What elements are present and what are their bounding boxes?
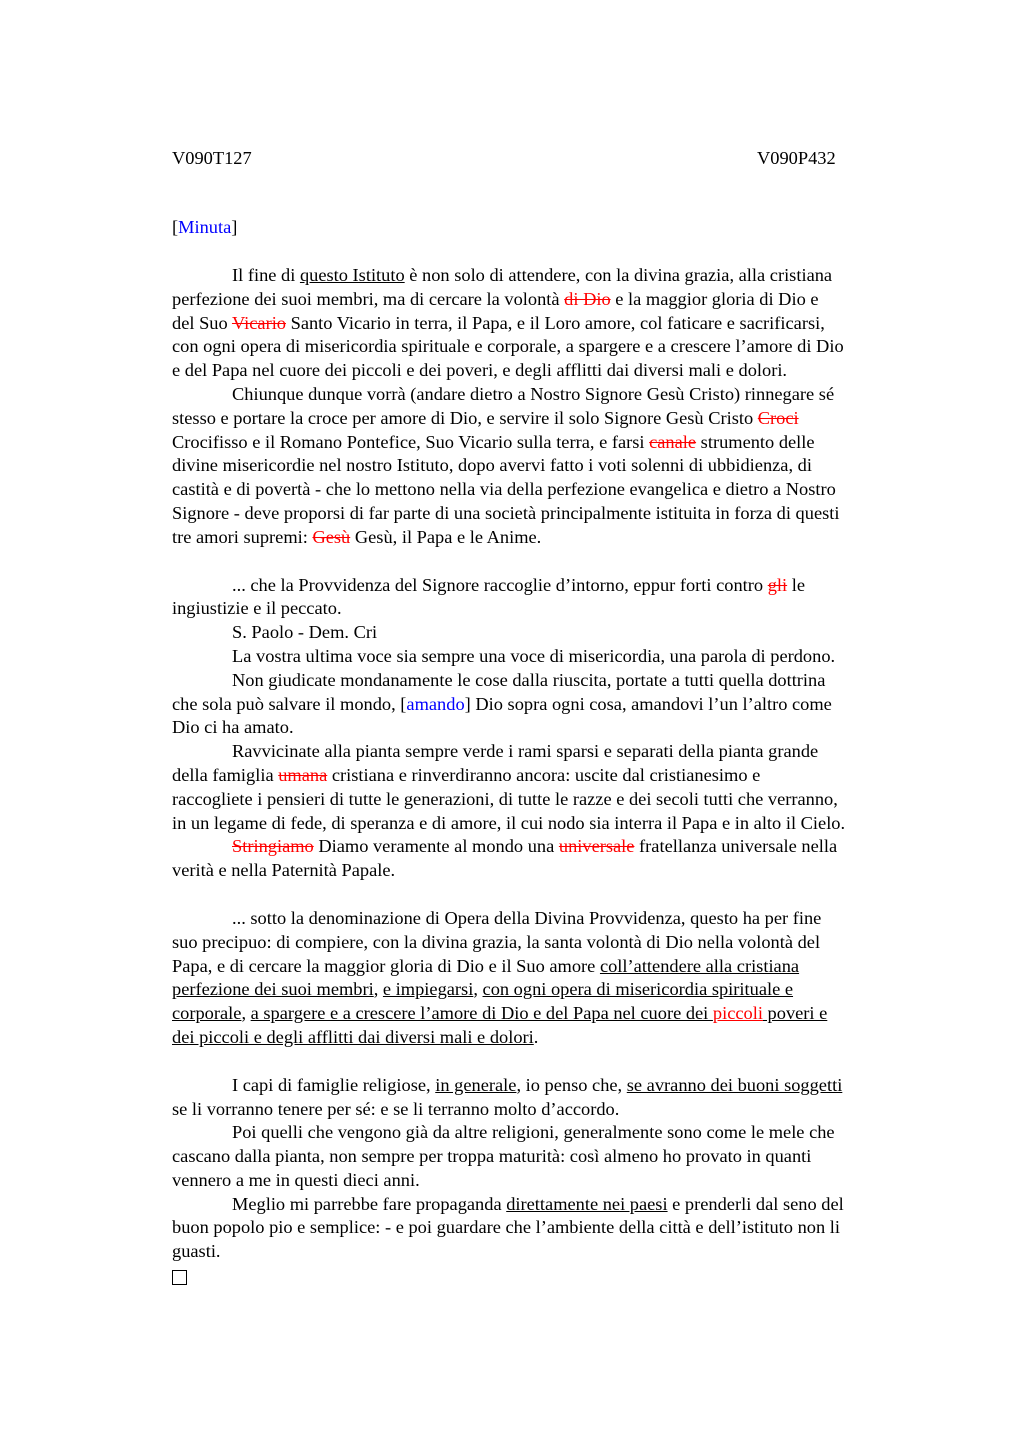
text-line: Crocifisso e il Romano Pontefice, Suo Vicario sulla terra, e farsi canale strumento delle xyxy=(172,431,815,452)
text-line: in un legame di fede, di speranza e di amore, il cui nodo sia interra il Papa e in alto il Cielo. xyxy=(172,812,846,833)
deleted-text: Gesù xyxy=(312,526,351,547)
text-line: raccogliete i pensieri di tutte le generazioni, di tutte le razze e dei secoli tutti che verranno, xyxy=(172,788,838,809)
page-header xyxy=(172,142,932,166)
paragraph xyxy=(172,1074,932,1122)
text-line: Signore - deve proporsi di far parte di una società principalmente istituita in forza di questi xyxy=(172,502,840,523)
text-line: Il fine di questo Istituto è non solo di attendere, con la divina grazia, alla cristiana xyxy=(232,265,833,285)
deleted-text: Croci xyxy=(757,407,799,428)
text-line: perfezione dei suoi membri, ma di cercare la volontà di Dio e la maggior gloria di Dio e xyxy=(172,288,819,309)
paragraph xyxy=(172,669,932,740)
document-type-label: Minuta xyxy=(178,217,232,237)
underlined-text: poveri e xyxy=(762,1003,828,1024)
underlined-text: dei piccoli e degli afflitti dai diversi mali e dolori xyxy=(172,1026,534,1047)
text-line: ingiustizie e il peccato. xyxy=(172,598,342,619)
deleted-text: di Dio xyxy=(564,288,611,309)
text-line: con ogni opera di misericordia spirituale e corporale, a spargere e a crescere l’amore di Dio xyxy=(172,336,844,357)
text-line: Ravvicinate alla pianta sempre verde i rami sparsi e separati della pianta grande xyxy=(232,741,819,762)
underlined-text: corporale xyxy=(172,1003,242,1024)
text-line: Papa, e di cercare la maggior gloria di Dio e il Suo amore coll’attendere alla cristiana xyxy=(172,955,800,976)
underlined-text: perfezione dei suoi membri xyxy=(172,979,374,1000)
deleted-text: gli xyxy=(767,574,788,595)
text-line: verità e nella Paternità Papale. xyxy=(172,860,396,881)
document-code-left: V090T127 xyxy=(172,148,252,168)
underlined-text: direttamente nei paesi xyxy=(506,1193,668,1214)
paragraph xyxy=(172,621,932,645)
deleted-text: umana xyxy=(278,764,328,785)
section-gap xyxy=(172,550,932,574)
text-line: perfezione dei suoi membri, e impiegarsi, con ogni opera di misericordia spirituale e xyxy=(172,979,794,1000)
text-line: divine misericordie nel nostro Istituto, dopo avervi fatto i voti solenni di ubbidienza, di xyxy=(172,455,812,476)
paragraph xyxy=(172,835,932,883)
text-line: Non giudicate mondanamente le cose dalla riuscita, portate a tutti quella dottrina xyxy=(232,669,826,690)
text-line: Dio ci ha amato. xyxy=(172,717,294,738)
text-line: guasti. xyxy=(172,1241,221,1262)
section-gap xyxy=(172,1050,932,1074)
text-line: S. Paolo - Dem. Cri xyxy=(232,622,378,643)
text-line: buon popolo pio e semplice: - e poi guardare che l’ambiente della città e dell’istituto non li xyxy=(172,1217,840,1238)
deleted-text: universale xyxy=(558,836,635,857)
editor-insertion: amando xyxy=(406,693,465,714)
text-line: tre amori supremi: Gesù Gesù, il Papa e le Anime. xyxy=(172,526,542,547)
text-line: ... che la Provvidenza del Signore raccoglie d’intorno, eppur forti contro gli le xyxy=(232,574,806,595)
text-line: se li vorranno tenere per sé: e se li terranno molto d’accordo. xyxy=(172,1098,620,1119)
text-line: e del Papa nel cuore dei piccoli e dei poveri, e degli afflitti dai diversi mali e dolori. xyxy=(172,360,788,381)
document-page xyxy=(172,142,932,1292)
text-line: dei piccoli e degli afflitti dai diversi mali e dolori. xyxy=(172,1026,539,1047)
end-mark xyxy=(172,1264,932,1292)
paragraph xyxy=(172,907,932,1050)
text-line: del Suo Vicario Santo Vicario in terra, il Papa, e il Loro amore, col faticare e sacrificarsi, xyxy=(172,312,825,333)
underlined-text: con ogni opera di misericordia spirituale e xyxy=(482,979,794,1000)
document-code-right: V090P432 xyxy=(757,148,836,168)
paragraph xyxy=(172,645,932,669)
text-line: stesso e portare la croce per amore di Dio, e servire il solo Signore Gesù Cristo Croci xyxy=(172,407,799,428)
deleted-text: Vicario xyxy=(231,312,286,333)
text-line: della famiglia umana cristiana e rinverdiranno ancora: uscite dal cristianesimo e xyxy=(172,764,761,785)
empty-square-icon xyxy=(172,1270,187,1285)
text-line: suo precipuo: di compiere, con la divina grazia, la santa volontà di Dio nella volontà del xyxy=(172,931,821,952)
underlined-text: questo Istituto xyxy=(299,265,405,285)
text-line: ... sotto la denominazione di Opera della Divina Provvidenza, questo ha per fine xyxy=(232,907,822,928)
paragraph xyxy=(172,740,932,835)
underlined-text: a spargere e a crescere l’amore di Dio e del Papa nel cuore dei xyxy=(250,1003,713,1024)
text-line: castità e di povertà - che lo mettono nella via della perfezione evangelica e dietro a Nostro xyxy=(172,479,836,500)
document-type-line xyxy=(172,216,932,240)
document-body xyxy=(172,264,932,1292)
deleted-text: Stringiamo xyxy=(232,836,314,857)
underlined-text: coll’attendere alla cristiana xyxy=(599,955,800,976)
text-line: che sola può salvare il mondo, [amando] Dio sopra ogni cosa, amandovi l’un l’altro come xyxy=(172,693,832,714)
deleted-text: canale xyxy=(649,431,697,452)
text-line: La vostra ultima voce sia sempre una voce di misericordia, una parola di perdono. xyxy=(232,645,836,666)
text-line: Meglio mi parrebbe fare propaganda direttamente nei paesi e prenderli dal seno del xyxy=(232,1193,844,1214)
paragraph xyxy=(172,1193,932,1264)
underlined-text: se avranno dei buoni soggetti xyxy=(626,1074,843,1095)
underlined-text: in generale xyxy=(435,1074,517,1095)
text-line: vennero a me in questi dieci anni. xyxy=(172,1169,420,1190)
text-line: Chiunque dunque vorrà (andare dietro a Nostro Signore Gesù Cristo) rinnegare sé xyxy=(232,383,835,404)
text-line: I capi di famiglie religiose, in generale, io penso che, se avranno dei buoni soggetti xyxy=(232,1074,843,1095)
text-line: cascano dalla pianta, non sempre per troppa maturità: così almeno ho provato in quanti xyxy=(172,1146,812,1167)
paragraph xyxy=(172,1121,932,1192)
paragraph xyxy=(172,383,932,550)
bracket-open: [ xyxy=(172,217,179,237)
deleted-text: piccoli xyxy=(712,1003,763,1024)
text-line: Stringiamo Diamo veramente al mondo una universale fratellanza universale nella xyxy=(232,836,838,857)
text-line: corporale, a spargere e a crescere l’amore di Dio e del Papa nel cuore dei piccoli poveri e xyxy=(172,1003,828,1024)
paragraph xyxy=(172,574,932,622)
text-line: Poi quelli che vengono già da altre religioni, generalmente sono come le mele che xyxy=(232,1122,835,1143)
section-gap xyxy=(172,883,932,907)
paragraph xyxy=(172,264,932,383)
underlined-text: e impiegarsi xyxy=(382,979,474,1000)
bracket-close: ] xyxy=(231,217,238,237)
